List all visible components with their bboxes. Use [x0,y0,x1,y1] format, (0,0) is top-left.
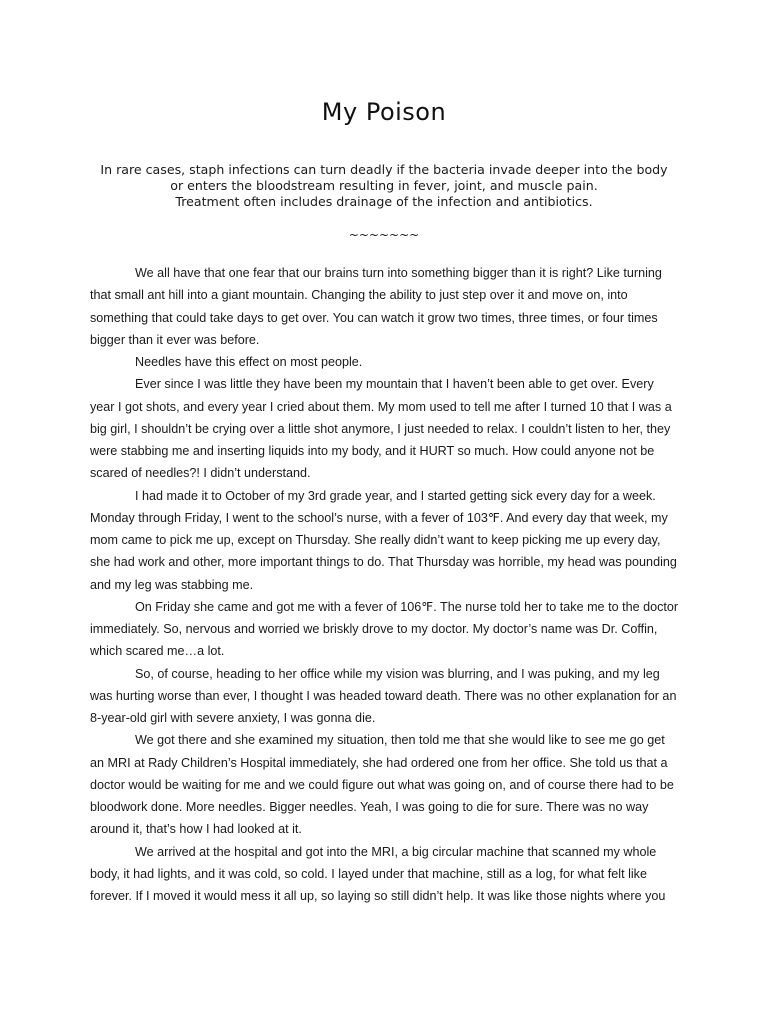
epigraph-line: In rare cases, staph infections can turn deadly if the bacteria invade deeper into the body [100,162,668,177]
epigraph-line: or enters the bloodstream resulting in fever, joint, and muscle pain. [170,178,598,193]
paragraph-line: doctor would be waiting for me and we could figure out what was going on, and of course there had to be [90,777,674,792]
paragraph-line: We got there and she examined my situation, then told me that she would like to see me go get [135,733,665,748]
paragraph-line: were stabbing me and inserting liquids into my body, and it HURT so much. How could anyone not be [90,444,655,458]
paragraph-line: she had work and other, more important things to do. That Thursday was horrible, my head was pounding [90,555,677,570]
paragraph-line: Needles have this effect on most people. [135,355,363,369]
paragraph-line: and my leg was stabbing me. [90,577,254,592]
paragraph-line: body, it had lights, and it was cold, so cold. I layed under that machine, still as a log, for what felt like [90,866,647,881]
paragraph-line: immediately. So, nervous and worried we briskly drove to my doctor. My doctor’s name was Dr. Coffin, [90,622,658,636]
paragraph-line: bigger than it ever was before. [90,332,260,347]
epigraph-line: Treatment often includes drainage of the infection and antibiotics. [175,194,593,209]
document-title: My Poison [321,98,447,126]
paragraph-line: something that could take days to get over. You can watch it grow two times, three times, or four times [90,310,658,325]
paragraph-line: bloodwork done. More needles. Bigger needles. Yeah, I was going to die for sure. There was no way [90,800,649,814]
epigraph [60,162,708,210]
paragraph-line: Ever since I was little they have been my mountain that I haven’t been able to get over. Every [135,377,654,392]
section-divider: ~~~~~~~ [348,228,420,242]
paragraph-line: 8-year-old girl with severe anxiety, I was gonna die. [90,711,376,725]
paragraph-line: forever. If I moved it would mess it all up, so laying so still didn’t help. It was like those nights where you [90,889,666,903]
paragraph-line: big girl, I shouldn’t be crying over a little shot anymore, I just needed to relax. I couldn’t listen to her, they [90,421,671,436]
paragraph-line: mom came to pick me up, except on Thursday. She really didn’t want to keep picking me up every day, [90,533,661,547]
paragraph-line: an MRI at Rady Children’s Hospital immediately, she had ordered one from her office. She told us that a [90,755,668,770]
body-text [90,262,710,907]
paragraph-line: We arrived at the hospital and got into the MRI, a big circular machine that scanned my whole [135,844,657,859]
paragraph-line: scared of needles?! I didn’t understand. [90,466,311,481]
paragraph-line: was hurting worse than ever, I thought I was headed toward death. There was no other explanation for an [90,688,677,703]
paragraph-line: year I got shots, and every year I cried about them. My mom used to tell me after I turned 10 that I was a [90,399,672,414]
paragraph-line: which scared me…a lot. [90,644,225,659]
paragraph-line: Monday through Friday, I went to the school’s nurse, with a fever of 103℉. And every day that week, my [90,510,668,525]
paragraph-line: On Friday she came and got me with a fever of 106℉. The nurse told her to take me to the doctor [135,599,679,614]
paragraph-line: I had made it to October of my 3rd grade year, and I started getting sick every day for a week. [135,488,656,503]
paragraph-line: that small ant hill into a giant mountain. Changing the ability to just step over it and move on, into [90,288,628,303]
paragraph-line: So, of course, heading to her office while my vision was blurring, and I was puking, and my leg [135,666,660,681]
paragraph-line: around it, that’s how I had looked at it. [90,822,302,837]
paragraph-line: We all have that one fear that our brains turn into something bigger than it is right? Like turning [135,266,662,280]
